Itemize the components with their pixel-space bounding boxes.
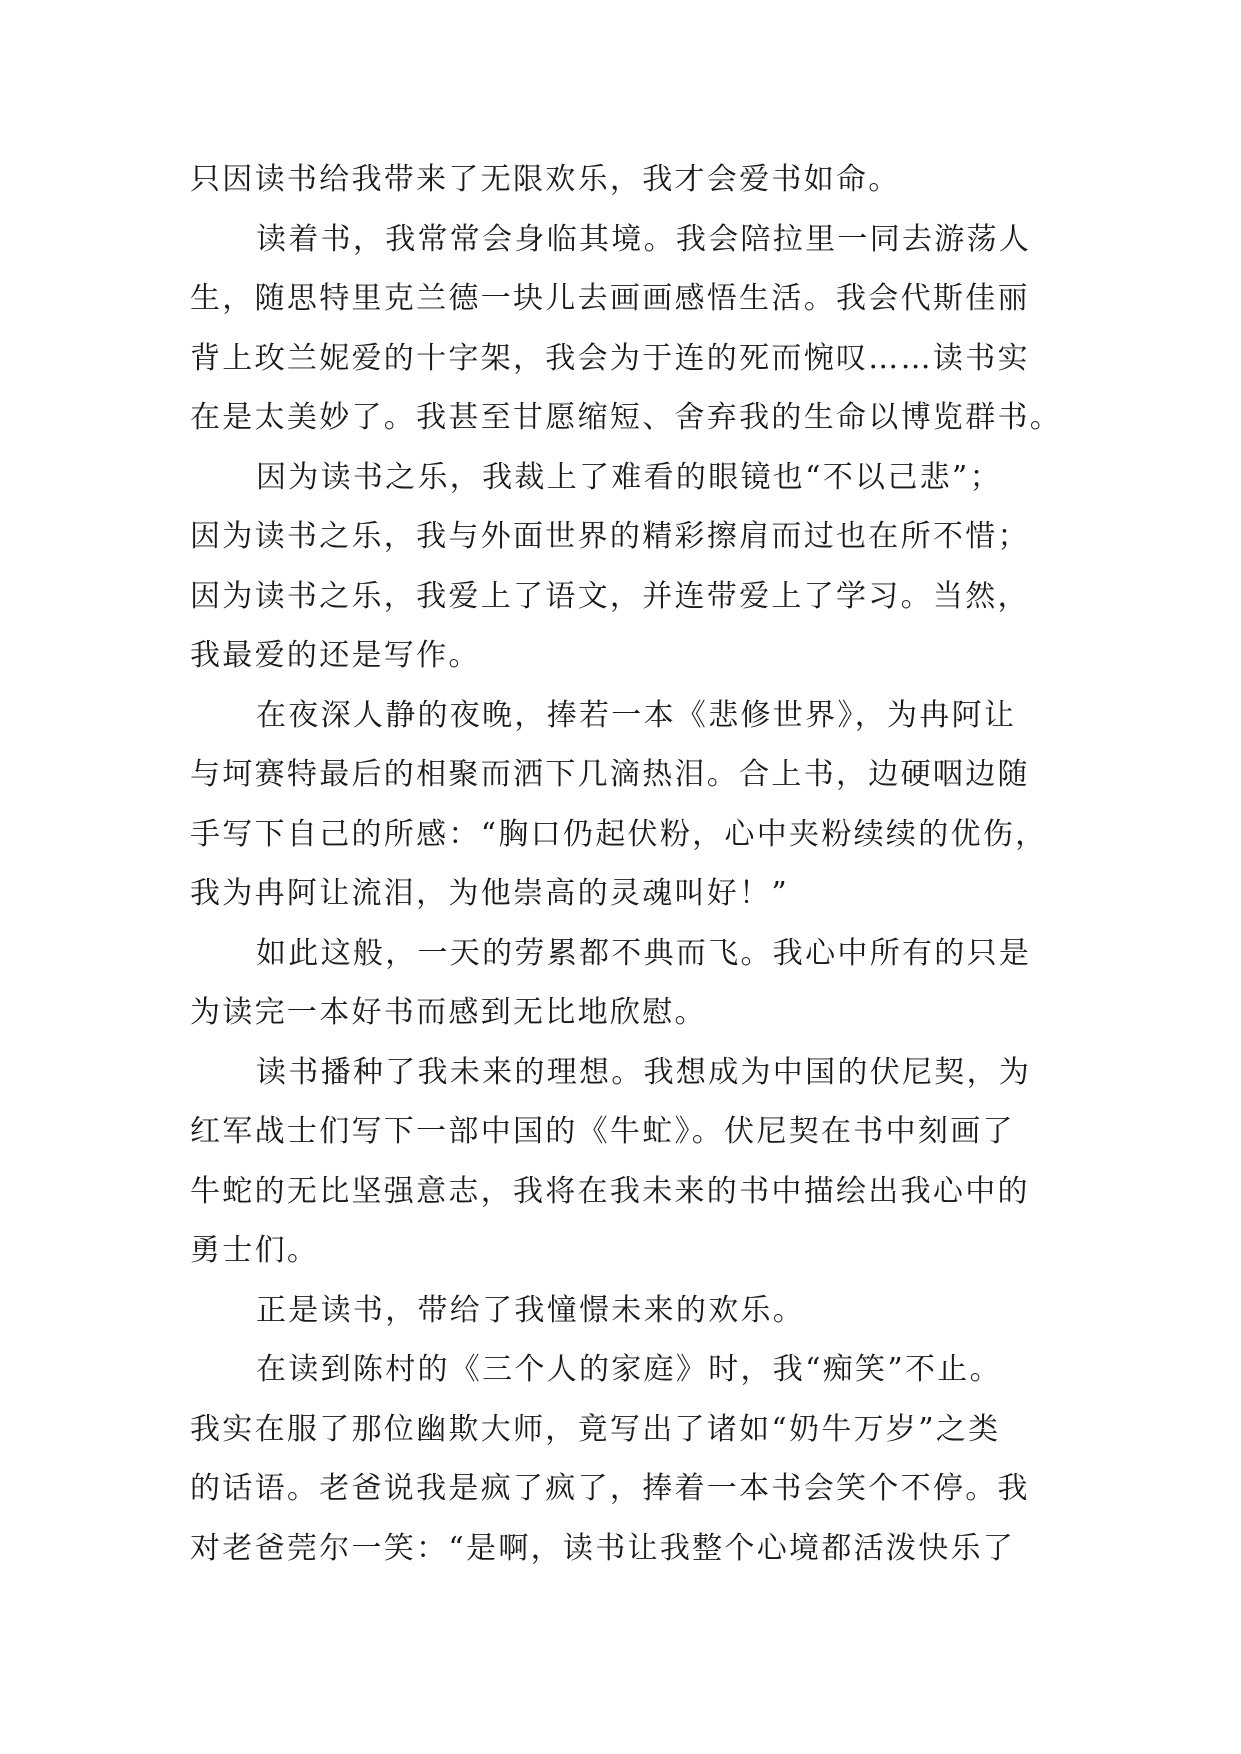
text-line: 因为读书之乐，我爱上了语文，并连带爱上了学习。当然，	[190, 578, 1030, 614]
text-line: 读书播种了我未来的理想。我想成为中国的伏尼契，为	[256, 1054, 1032, 1090]
text-line: 我实在服了那位幽欺大师，竟写出了诸如“奶牛万岁”之类	[190, 1411, 1001, 1447]
text-line: 因为读书之乐，我与外面世界的精彩擦肩而过也在所不惜；	[190, 519, 1030, 554]
text-line: 背上玫兰妮爱的十字架，我会为于连的死而惋叹……读书实	[190, 340, 1030, 376]
body-text	[190, 150, 1070, 1578]
text-line: 因为读书之乐，我裁上了难看的眼镜也“不以己悲”；	[256, 459, 1002, 495]
text-line: 勇士们。	[190, 1233, 320, 1268]
text-line: 如此这般，一天的劳累都不典而飞。我心中所有的只是	[256, 935, 1032, 971]
text-line: 在读到陈村的《三个人的家庭》时，我“痴笑”不止。	[256, 1352, 1002, 1387]
text-line: 牛蛇的无比坚强意志，我将在我未来的书中描绘出我心中的	[190, 1173, 1030, 1209]
text-line: 读着书，我常常会身临其境。我会陪拉里一同去游荡人	[256, 221, 1032, 257]
text-line: 红军战士们写下一部中国的《牛虻》。伏尼契在书中刻画了	[190, 1114, 1015, 1149]
text-line: 的话语。老爸说我是疯了疯了，捧着一本书会笑个不停。我	[190, 1471, 1030, 1506]
text-line: 为读完一本好书而感到无比地欣慰。	[190, 995, 707, 1030]
text-line: 在夜深人静的夜晚，捧若一本《悲修世界》，为冉阿让	[256, 697, 1017, 733]
text-line: 只因读书给我带来了无限欢乐，我才会爱书如命。	[190, 162, 901, 197]
text-line: 正是读书，带给了我憧憬未来的欢乐。	[256, 1292, 806, 1328]
text-line: 与坷赛特最后的相聚而洒下几滴热泪。合上书，边硬咽边随	[190, 757, 1030, 792]
text-line: 我为冉阿让流泪，为他崇高的灵魂叫好！”	[190, 876, 790, 911]
text-line: 生，随思特里克兰德一块儿去画画感悟生活。我会代斯佳丽	[190, 281, 1030, 316]
text-line: 我最爱的还是写作。	[190, 638, 481, 673]
text-line: 在是太美妙了。我甚至甘愿缩短、舍弃我的生命以博览群书。	[190, 400, 1063, 435]
text-line: 对老爸莞尔一笑：“是啊，读书让我整个心境都活泼快乐了	[190, 1530, 1016, 1566]
text-line: 手写下自己的所感：“胸口仍起伏粉，心中夹粉续续的优伤，	[190, 816, 1048, 852]
